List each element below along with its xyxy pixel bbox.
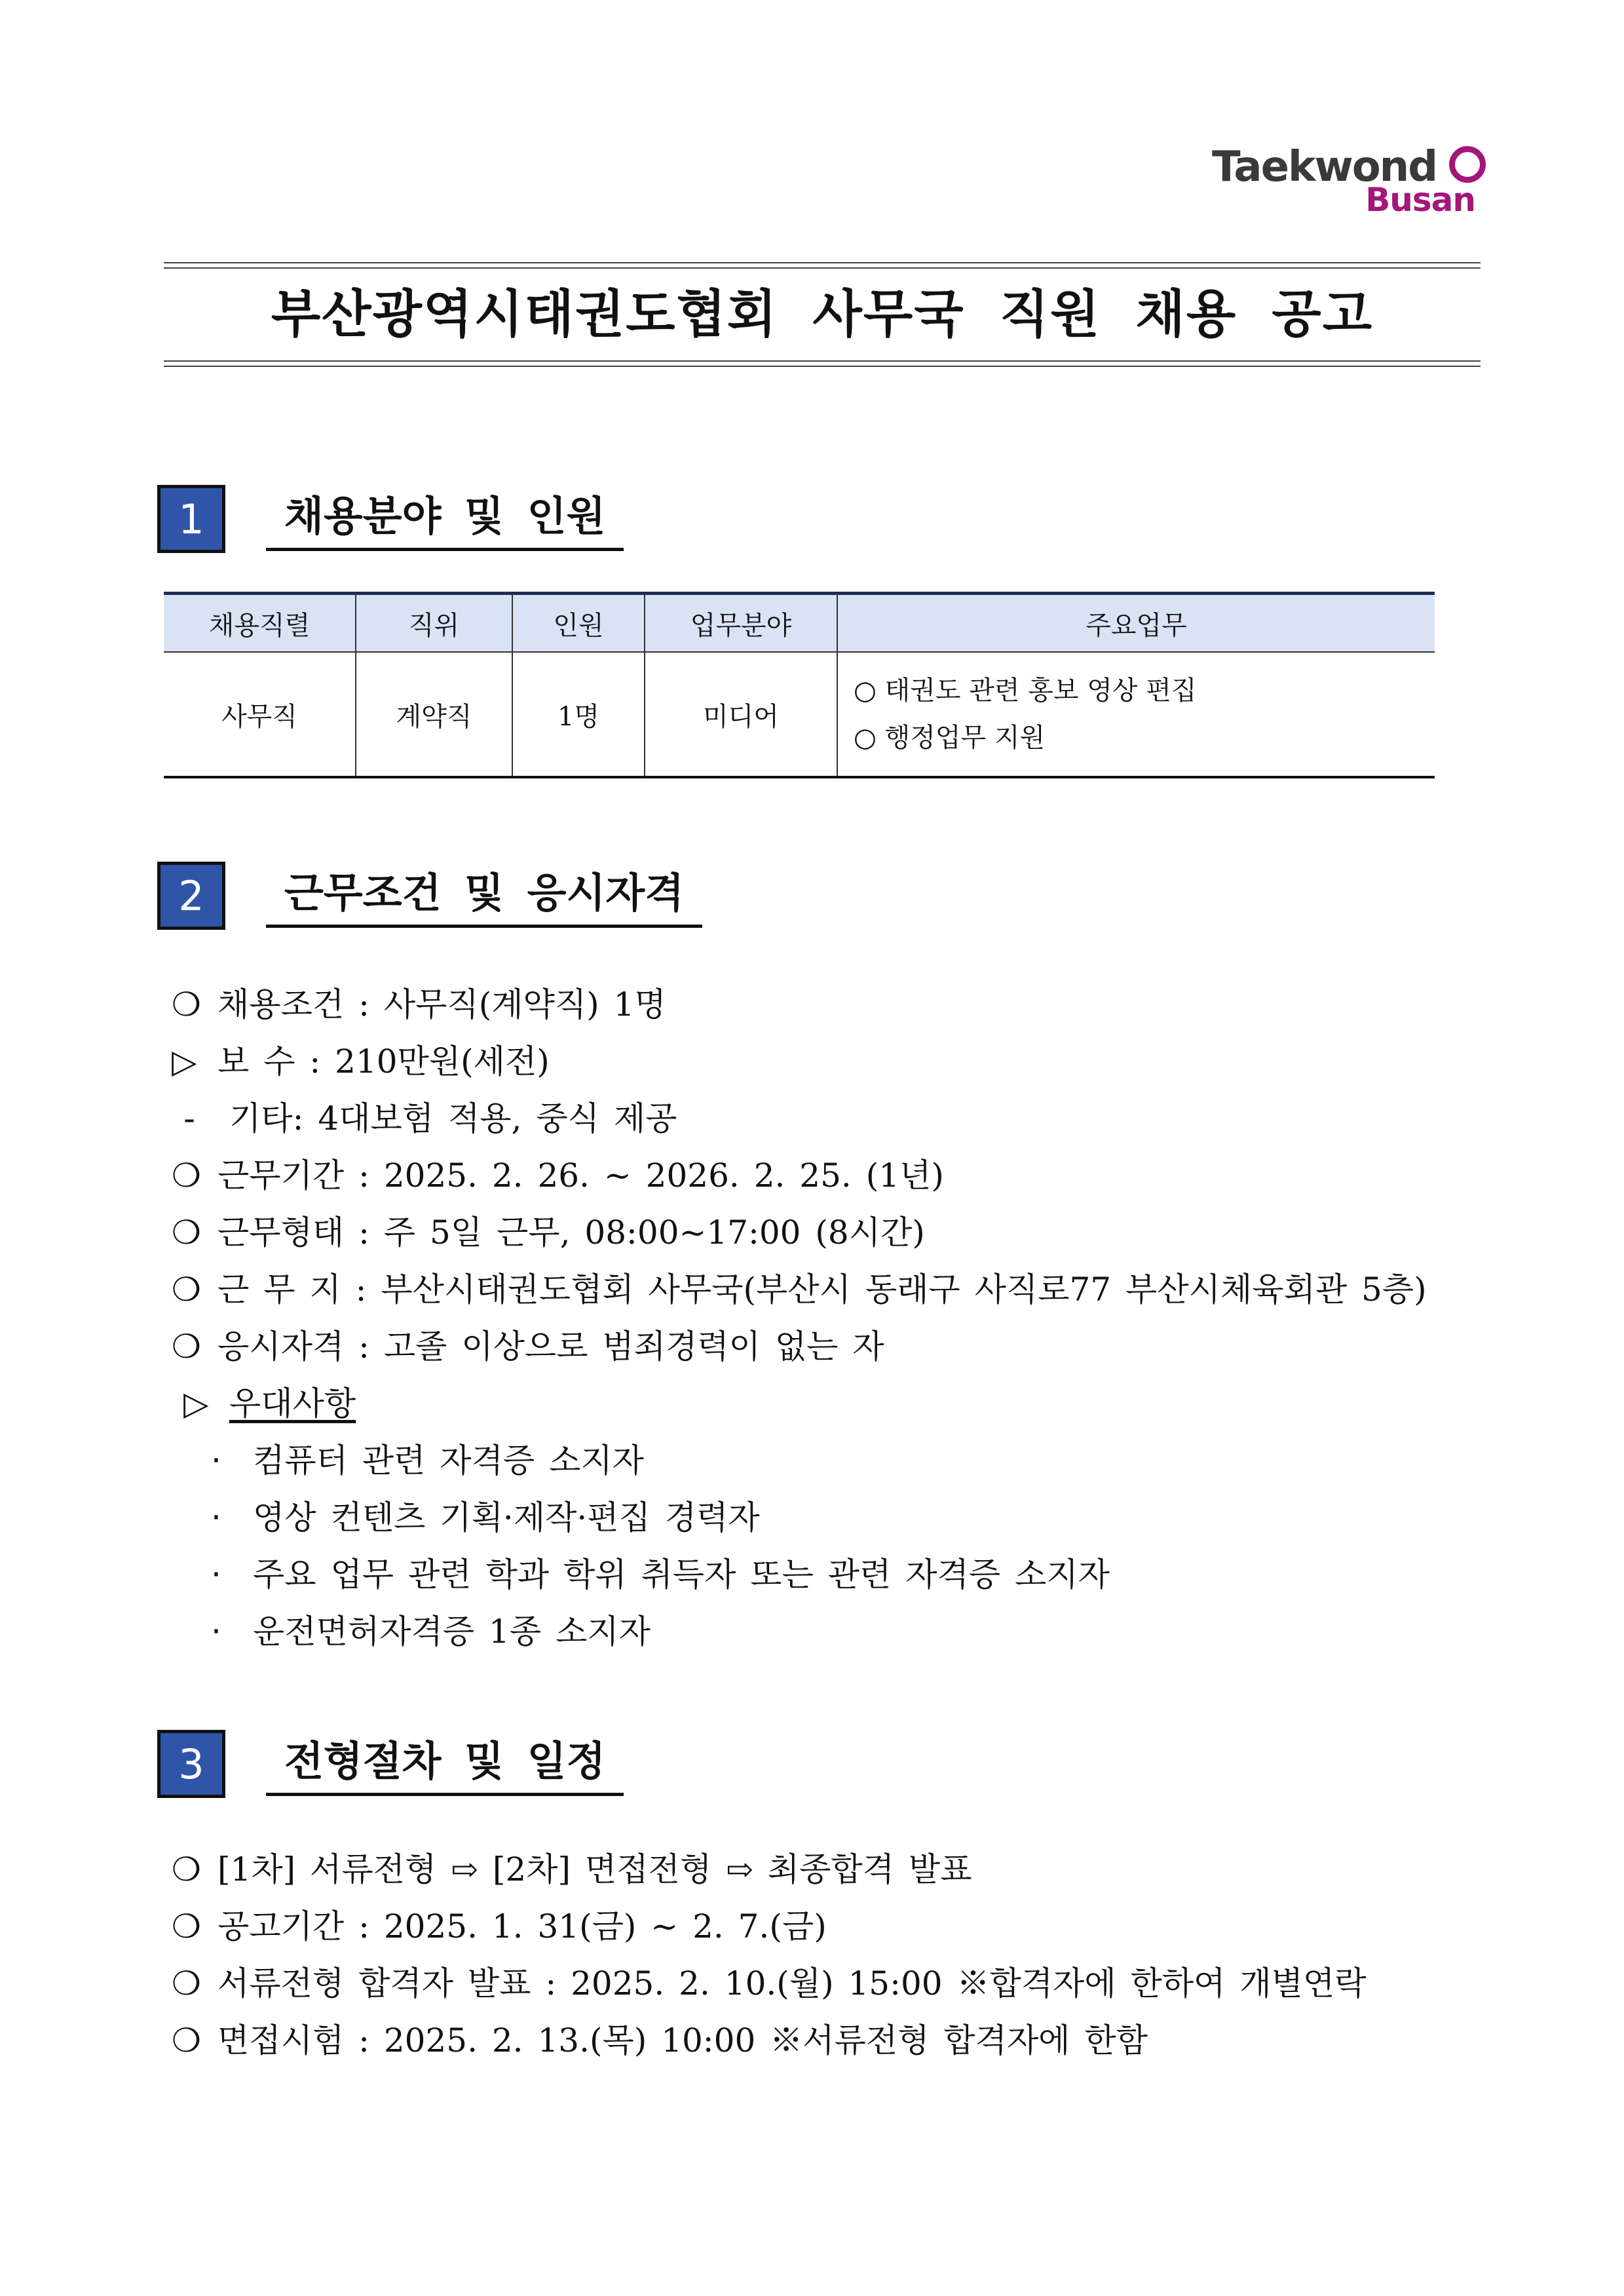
title-rule [164,360,1481,362]
circle-bullet-icon: ❍ [172,1214,201,1252]
dot-bullet-icon: · [211,1556,221,1594]
table-cell-position: 계약직 [356,652,512,777]
circle-bullet-icon: ❍ [172,1850,201,1888]
list-item [172,1848,972,1891]
duty-item: ○ 행정업무 지원 [854,723,1046,753]
list-item-text: 서류전형 합격자 발표 : 2025. 2. 10.(월) 15:00 ※합격자에 한하여 개별연락 [217,1964,1367,2002]
jobs-table [164,592,1435,778]
list-item [172,983,666,1026]
list-item-text: [1차] 서류전형 ⇨ [2차] 면접전형 ⇨ 최종합격 발표 [217,1850,972,1888]
preference-item [211,1610,651,1653]
preference-item [211,1439,644,1482]
title-rule [164,267,1481,269]
duty-item: ○ 태권도 관련 홍보 영상 편집 [854,676,1197,706]
list-item-text: 근무형태 : 주 5일 근무, 08:00~17:00 (8시간) [217,1214,925,1252]
section-3-title: 전형절차 및 일정 [266,1735,624,1796]
circle-bullet-icon: ❍ [172,985,201,1024]
section-3-number: 3 [157,1730,225,1798]
table-header-row [164,594,1435,653]
list-item-text: 기타: 4대보험 적용, 중식 제공 [229,1100,677,1138]
table-header: 업무분야 [645,594,837,653]
section-2-number: 2 [157,862,225,930]
list-item-text: 채용조건 : 사무직(계약직) 1명 [217,985,666,1024]
preference-item [211,1553,1110,1596]
list-item [172,1040,550,1083]
list-item [183,1097,677,1140]
list-item [172,2019,1148,2062]
title-rule [164,262,1481,263]
table-header: 채용직렬 [164,594,356,653]
circle-bullet-icon: ❍ [172,1328,201,1366]
list-item [172,1268,1427,1311]
list-item-text: 보 수 : 210만원(세전) [217,1043,550,1081]
table-cell-count: 1명 [512,652,645,777]
list-item [172,1962,1367,2005]
section-2-title: 근무조건 및 응시자격 [266,867,702,928]
section-1-number: 1 [157,485,225,553]
preference-text: 주요 업무 관련 학과 학위 취득자 또는 관련 자격증 소지자 [253,1556,1110,1594]
list-item [172,1211,925,1254]
list-item-text: 공고기간 : 2025. 1. 31(금) ∼ 2. 7.(금) [217,1907,827,1945]
table-header: 직위 [356,594,512,653]
list-item [172,1905,827,1948]
list-item-text: 면접시험 : 2025. 2. 13.(목) 10:00 ※서류전형 합격자에 한함 [217,2021,1148,2059]
logo-sub-text: Busan [1365,181,1475,219]
table-cell-job: 사무직 [164,652,356,777]
section-1-title: 채용분야 및 인원 [266,490,624,551]
table-cell-duties [837,652,1435,777]
table-row [164,652,1435,777]
table-header: 인원 [512,594,645,653]
dot-bullet-icon: · [211,1499,221,1537]
triangle-bullet-icon: ▷ [172,1043,197,1081]
preference-text: 운전면허자격증 1종 소지자 [253,1613,651,1651]
table-cell-field: 미디어 [645,652,837,777]
dash-bullet-icon: - [183,1100,196,1138]
preference-text: 컴퓨터 관련 자격증 소지자 [253,1442,644,1480]
preference-item [211,1496,760,1539]
logo-ring-icon [1449,146,1486,183]
circle-bullet-icon: ❍ [172,2021,201,2059]
triangle-bullet-icon: ▷ [183,1385,209,1423]
title-rule [164,366,1481,367]
circle-bullet-icon: ❍ [172,1271,201,1309]
circle-bullet-icon: ❍ [172,1964,201,2002]
taekwondo-busan-logo [1212,141,1487,220]
list-item [172,1325,884,1368]
circle-bullet-icon: ❍ [172,1157,201,1195]
preference-text: 영상 컨텐츠 기획·제작·편집 경력자 [253,1499,760,1537]
dot-bullet-icon: · [211,1442,221,1480]
table-header: 주요업무 [837,594,1435,653]
page-title: 부산광역시태권도협회 사무국 직원 채용 공고 [271,285,1374,344]
circle-bullet-icon: ❍ [172,1907,201,1945]
list-item-text: 근무기간 : 2025. 2. 26. ~ 2026. 2. 25. (1년) [217,1157,944,1195]
dot-bullet-icon: · [211,1613,221,1651]
logo-main-text: Taekwond [1212,143,1437,191]
list-item [172,1154,944,1197]
list-item-text: 근 무 지 : 부산시태권도협회 사무국(부산시 동래구 사직로77 부산시체육회관 5층) [217,1271,1427,1309]
preference-title: 우대사항 [229,1385,356,1423]
preference-heading [183,1382,356,1425]
list-item-text: 응시자격 : 고졸 이상으로 범죄경력이 없는 자 [217,1328,884,1366]
title-box [164,262,1481,367]
